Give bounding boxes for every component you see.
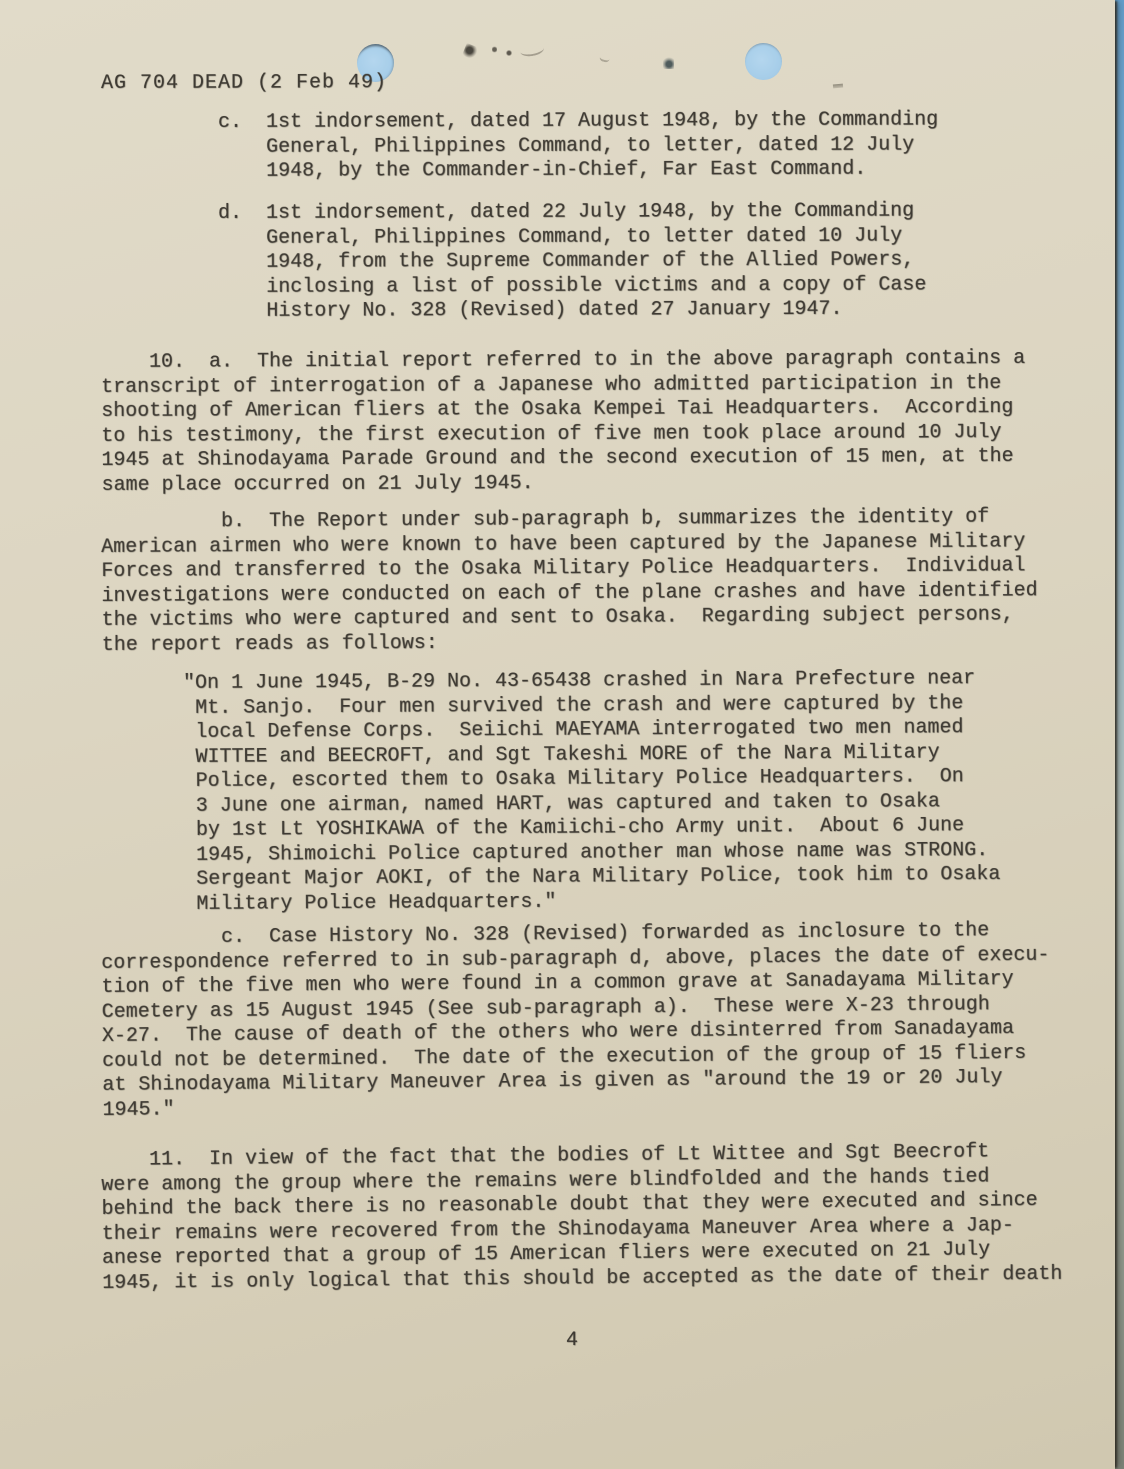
paragraph-10a: 10. a. The initial report referred to in the above paragraph contains a transcript of interrogation of a Japanese who admitted participation in the shooting of American fliers at the Osaka Kempei Tai Headquarters. According to his testimony, the first execution of five men took place around 10 July 1945 at Shinodayama Parade Ground and the second execution of 15 men, at the same place occurred on 21 July 1945. bbox=[101, 346, 1026, 497]
page-number: 4 bbox=[566, 1329, 579, 1352]
paragraph-indorsement-d: d. 1st indorsement, dated 22 July 1948, by the Commanding General, Philippines Command, to letter dated 10 July 1948, from the Supreme Commander of the Allied Powers, inclosing a list of possible victims and a copy of Case History No. 328 (Revised) dated 27 January 1947. bbox=[218, 199, 927, 323]
ink-speck bbox=[663, 57, 674, 69]
hole-punch-right-icon bbox=[745, 43, 782, 80]
paragraph-10c: c. Case History No. 328 (Revised) forwarded as inclosure to the correspondence referred to in sub-paragraph d, above, places the date of execu- tion of the five men who were found in a common grave at Sanadayama Military Cemetery as 15 August 1945 (See sub-paragraph a). These were X-23 through X-27. The cause of death of the others who were disinterred from Sanadayama could not be determined. The date of the execution of the group of 15 fliers at Shinodayama Military Maneuver Area is given as "around the 19 or 20 July 1945." bbox=[101, 919, 1050, 1122]
pencil-smudge bbox=[506, 50, 512, 56]
report-quotation-block: "On 1 June 1945, B-29 No. 43-65438 crashed in Nara Prefecture near Mt. Sanjo. Four men survived the crash and were captured by the local Defense Corps. Seiichi MAEYAMA interrogated two men named WITTEE and BEECROFT, and Sgt Takeshi MORE of the Nara Military Police, escorted them to Osaka Military Police Headquarters. On 3 June one airman, named HART, was captured and taken to Osaka by 1st Lt YOSHIKAWA of the Kamiichi-cho Army unit. About 6 June 1945, Shimoichi Police captured another man whose name was STRONG. Sergeant Major AOKI, of the Nara Military Police, took him to Osaka Military Police Headquarters." bbox=[183, 667, 1001, 916]
paragraph-10b: b. The Report under sub-paragraph b, summarizes the identity of American airmen who were known to have been captured by the Japanese Military Forces and transferred to the Osaka Military Police Headquarters. Individual investigations were conducted on each of the plane crashes and have identified the victims who were captured and sent to Osaka. Regarding subject persons, the report reads as follows: bbox=[101, 505, 1038, 657]
pencil-smudge bbox=[833, 84, 843, 89]
paragraph-indorsement-c: c. 1st indorsement, dated 17 August 1948, by the Commanding General, Philippines Command, to letter, dated 12 July 1948, by the Commander-in-Chief, Far East Command. bbox=[218, 108, 939, 183]
document-reference-line: AG 704 DEAD (2 Feb 49) bbox=[101, 71, 388, 95]
pencil-smudge bbox=[492, 46, 497, 53]
paragraph-11: 11. In view of the fact that the bodies of Lt Wittee and Sgt Beecroft were among the group where the remains were blindfolded and the hands tied behind the back there is no reasonable doubt that they were executed and since their remains were recovered from the Shinodayama Maneuver Area where a Jap- anese reported that a group of 15 American fliers were executed on 21 July 1945, it is only logical that this should be accepted as the date of their death bbox=[101, 1140, 1063, 1295]
